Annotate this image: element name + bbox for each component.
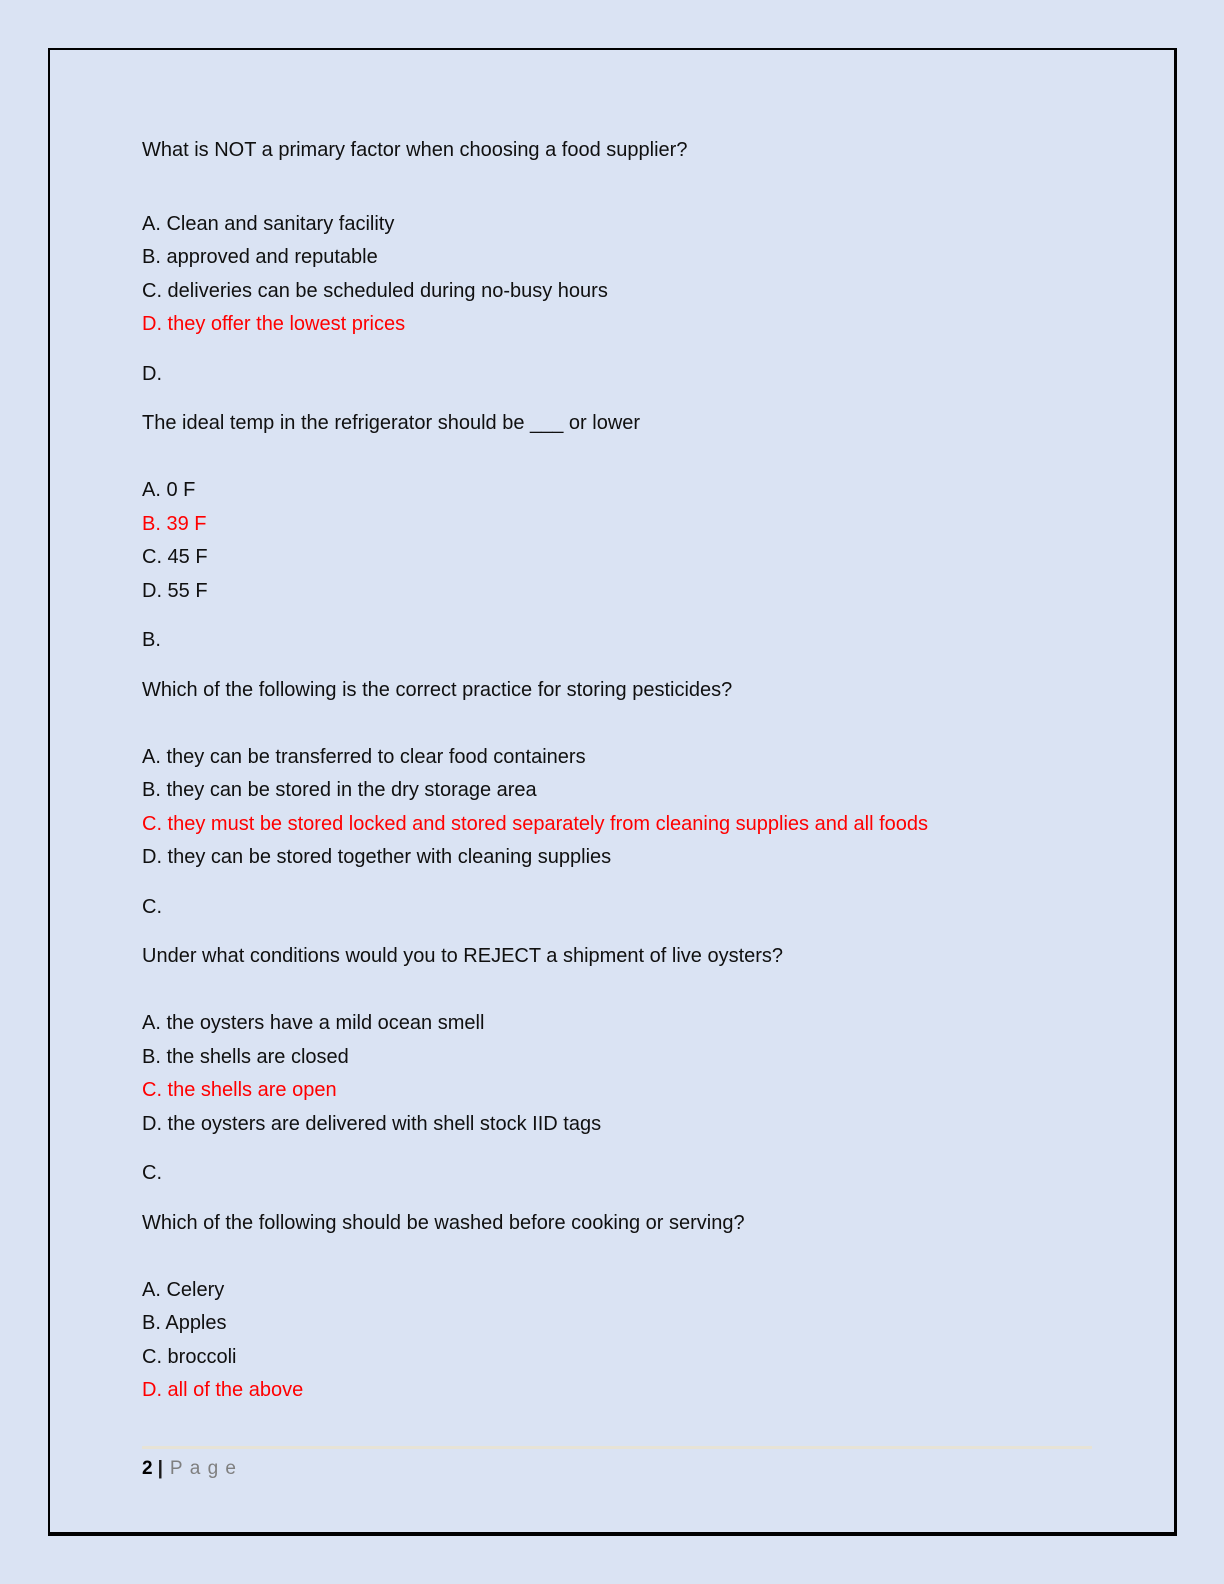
question-block-3: [142, 674, 1134, 925]
footer-text: [142, 1457, 1092, 1481]
option-b: B. they can be stored in the dry storage area: [142, 779, 537, 801]
question-block-2: [142, 407, 1134, 658]
option-d: D. 55 F: [142, 579, 208, 602]
answer-key: D.: [142, 362, 162, 385]
option-a: A. 0 F: [142, 479, 196, 501]
answer-key: B.: [142, 629, 161, 651]
footer-page-label: Page: [169, 1458, 244, 1479]
option-b: B. 39 F: [142, 512, 207, 535]
question-text: Which of the following should be washed before cooking or serving?: [142, 1211, 745, 1234]
option-a: A. they can be transferred to clear food containers: [142, 745, 586, 768]
option-d: D. all of the above: [142, 1379, 304, 1401]
footer-separator: |: [157, 1458, 163, 1479]
question-text: Under what conditions would you to REJECT a shipment of live oysters?: [142, 945, 784, 967]
question-text: Which of the following is the correct practice for storing pesticides?: [142, 678, 733, 701]
option-a: A. the oysters have a mild ocean smell: [142, 1012, 485, 1034]
option-d: D. they offer the lowest prices: [142, 313, 406, 335]
question-block-5: [142, 1207, 1134, 1408]
option-c: C. deliveries can be scheduled during no-busy hours: [142, 279, 608, 302]
question-text: The ideal temp in the refrigerator should be ___ or lower: [142, 412, 641, 434]
answer-key: C.: [142, 1162, 162, 1184]
question-text: What is NOT a primary factor when choosing a food supplier?: [142, 139, 688, 161]
page-content: [50, 50, 1174, 1408]
option-c: C. they must be stored locked and stored separately from cleaning supplies and all foods: [142, 812, 928, 835]
footer-divider: [142, 1446, 1092, 1449]
option-a: A. Celery: [142, 1278, 225, 1301]
option-b: B. the shells are closed: [142, 1045, 349, 1068]
document-page: [48, 48, 1177, 1536]
page-number: 2: [142, 1458, 153, 1479]
option-d: D. the oysters are delivered with shell stock IID tags: [142, 1112, 602, 1135]
page-footer: [142, 1446, 1092, 1481]
option-c: C. the shells are open: [142, 1079, 337, 1101]
answer-key: C.: [142, 895, 162, 918]
option-b: B. approved and reputable: [142, 246, 378, 268]
option-c: C. broccoli: [142, 1345, 237, 1368]
option-d: D. they can be stored together with cleaning supplies: [142, 846, 612, 868]
option-a: A. Clean and sanitary facility: [142, 212, 395, 235]
option-b: B. Apples: [142, 1312, 227, 1334]
option-c: C. 45 F: [142, 546, 208, 568]
question-block-4: [142, 940, 1134, 1191]
question-block-1: [142, 134, 1134, 391]
